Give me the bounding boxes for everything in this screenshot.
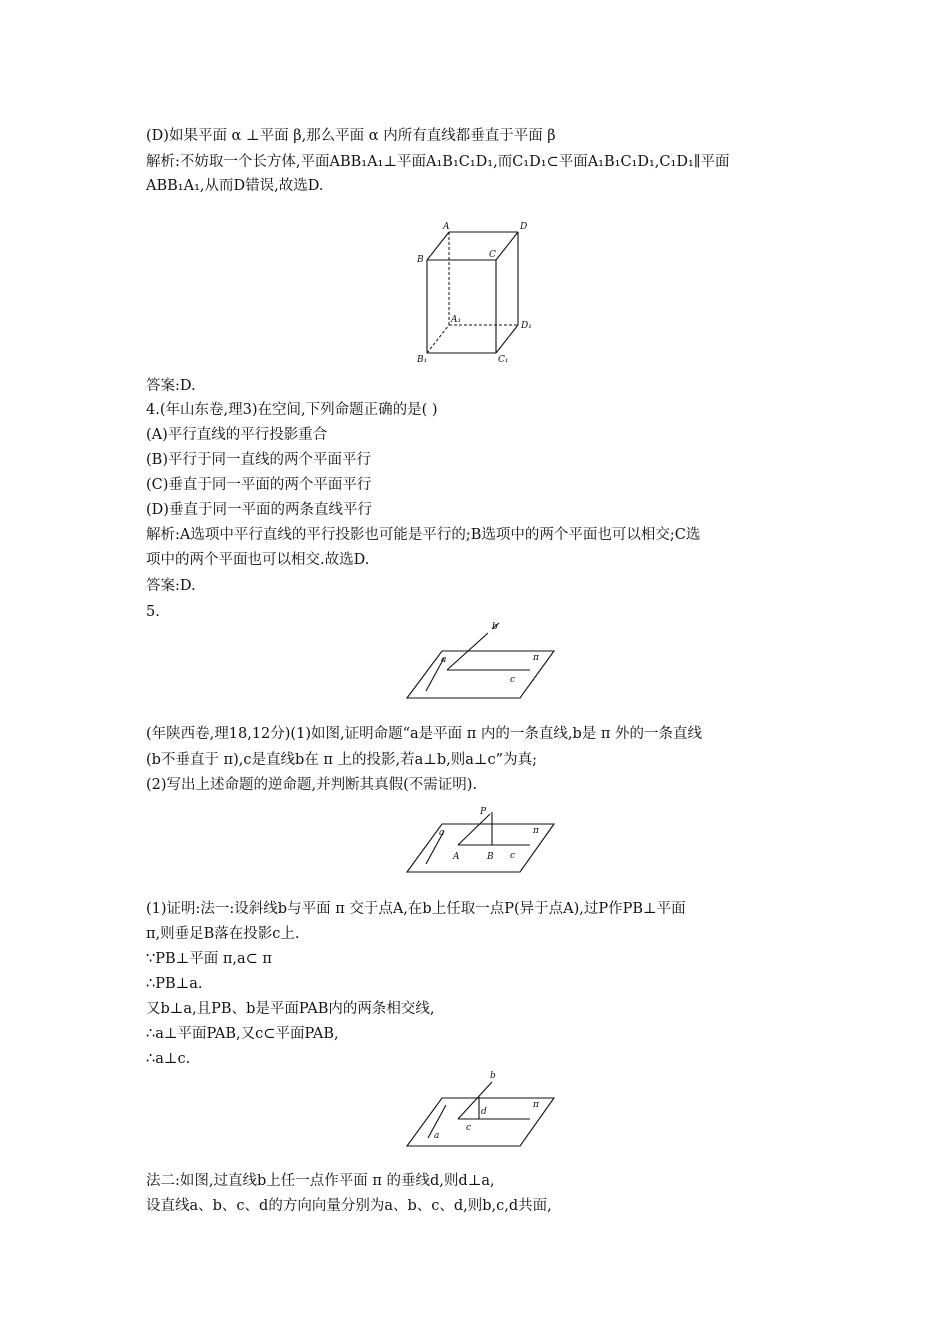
question-5-line2: (b不垂直于 π),c是直线b在 π 上的投影,若a⊥b,则a⊥c”为真;: [146, 752, 537, 768]
solution-q3-line1: 解析:不妨取一个长方体,平面ABB₁A₁⊥平面A₁B₁C₁D₁,而C₁D₁⊂平面A₁B₁C₁D₁,C₁D₁∥平面: [146, 154, 730, 170]
label-pi: π: [533, 826, 539, 836]
proof-line1: (1)证明:法一:设斜线b与平面 π 交于点A,在b上任取一点P(异于点A),过P作PB⊥平面: [146, 901, 686, 917]
question-5-line3: (2)写出上述命题的逆命题,并判断其真假(不需证明).: [146, 777, 478, 793]
option-d-q4: (D)垂直于同一平面的两条直线平行: [146, 502, 372, 518]
label-B: B: [417, 255, 424, 265]
proof-line4: ∴PB⊥a.: [146, 976, 203, 992]
option-d-q3: (D)如果平面 α ⊥平面 β,那么平面 α 内所有直线都垂直于平面 β: [146, 128, 556, 144]
plane-figure-2: [402, 800, 557, 880]
proof-line5: 又b⊥a,且PB、b是平面PAB内的两条相交线,: [146, 1001, 435, 1017]
label-B: B: [487, 852, 494, 862]
option-b-q4: (B)平行于同一直线的两个平面平行: [146, 452, 371, 468]
label-P: P: [480, 807, 487, 817]
label-c: c: [510, 851, 516, 861]
label-pi: π: [533, 1100, 539, 1110]
label-b: b: [492, 622, 498, 632]
label-c: c: [510, 675, 516, 685]
method2-line2: 设直线a、b、c、d的方向向量分别为a、b、c、d,则b,c,d共面,: [146, 1198, 552, 1214]
proof-line6: ∴a⊥平面PAB,又c⊂平面PAB,: [146, 1026, 339, 1042]
label-A: A: [443, 222, 450, 232]
cuboid-figure: [405, 218, 550, 368]
label-pi: π: [533, 653, 539, 663]
solution-q3-line2: ABB₁A₁,从而D错误,故选D.: [146, 178, 324, 194]
solution-q4-line2: 项中的两个平面也可以相交.故选D.: [146, 552, 370, 568]
label-A: A: [453, 852, 460, 862]
proof-line3: ∵PB⊥平面 π,a⊂ π: [146, 951, 272, 967]
method2-line1: 法二:如图,过直线b上任一点作平面 π 的垂线d,则d⊥a,: [146, 1173, 495, 1189]
label-D: D: [520, 222, 528, 232]
answer-q3: 答案:D.: [146, 378, 196, 394]
label-c: c: [466, 1123, 472, 1133]
label-C1: C₁: [498, 355, 509, 365]
label-D1: D₁: [521, 321, 532, 331]
question-5-number: 5.: [146, 604, 160, 620]
answer-q4: 答案:D.: [146, 578, 196, 594]
plane-figure-3: [402, 1066, 557, 1150]
label-a: a: [441, 655, 447, 665]
question-5-line1: (年陕西卷,理18,12分)(1)如图,证明命题“a是平面 π 内的一条直线,b是 π 外的一条直线: [146, 726, 703, 742]
solution-q4-line1: 解析:A选项中平行直线的平行投影也可能是平行的;B选项中的两个平面也可以相交;C选: [146, 527, 701, 543]
option-c-q4: (C)垂直于同一平面的两个平面平行: [146, 477, 372, 493]
label-B1: B₁: [417, 355, 428, 365]
label-a: a: [439, 828, 445, 838]
label-a: a: [434, 1131, 440, 1141]
label-C: C: [489, 250, 496, 260]
label-b: b: [490, 1071, 496, 1081]
proof-line2: π,则垂足B落在投影c上.: [146, 926, 300, 942]
option-a-q4: (A)平行直线的平行投影重合: [146, 427, 328, 443]
question-4: 4.(年山东卷,理3)在空间,下列命题正确的是( ): [146, 402, 438, 418]
proof-line7: ∴a⊥c.: [146, 1051, 191, 1067]
label-d: d: [481, 1107, 487, 1117]
label-A1: A₁: [451, 315, 462, 325]
plane-figure-1: [402, 618, 557, 703]
